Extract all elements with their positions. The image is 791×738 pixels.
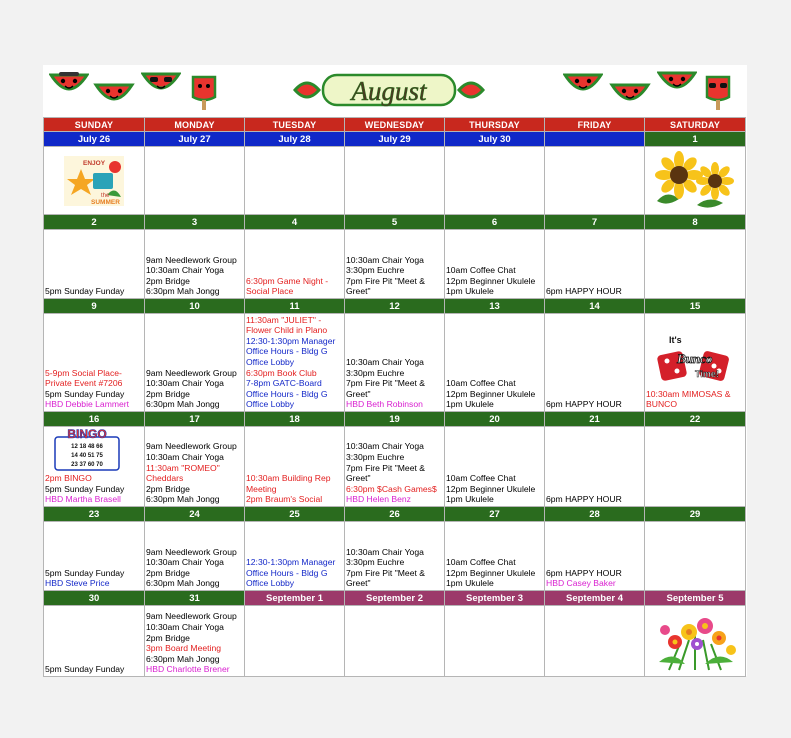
event-line: 6:30pm Mah Jongg	[146, 494, 220, 505]
event-line: 2pm Braum's Social	[246, 494, 323, 505]
day-cell	[545, 314, 645, 412]
event-list	[345, 255, 444, 298]
event-line: 5-9pm Social Place-Private Event #7206	[45, 367, 123, 389]
date-row	[44, 507, 746, 522]
event-line: 2pm Bridge	[146, 483, 190, 494]
date-label: 20	[445, 412, 545, 427]
date-label: 5	[345, 215, 445, 230]
event-line: 11:30am "ROMEO" Cheddars	[146, 462, 220, 484]
calendar-page	[43, 65, 747, 676]
day-cell	[145, 427, 245, 507]
day-cell	[145, 147, 245, 215]
event-list	[445, 378, 544, 411]
date-row	[44, 215, 746, 230]
event-list	[245, 473, 344, 506]
event-line: 2pm BINGO	[45, 473, 92, 484]
flower-bouquet-icon	[649, 610, 741, 672]
day-cell	[245, 230, 345, 299]
event-line: 1pm Ukulele	[446, 399, 494, 410]
date-label: 11	[245, 299, 345, 314]
events-row	[44, 427, 746, 507]
event-list	[245, 276, 344, 298]
event-line: 3:30pm Euchre	[346, 265, 405, 276]
event-list	[44, 568, 144, 590]
date-label: 22	[645, 412, 746, 427]
date-label: 24	[145, 507, 245, 522]
day-cell	[645, 147, 746, 215]
svg-text:12 18 48 66: 12 18 48 66	[71, 444, 103, 451]
day-cell	[145, 606, 245, 677]
svg-text:ENJOY: ENJOY	[83, 159, 106, 167]
event-line: 7-8pm GATC-Board Office Hours - Bldg G Office Lobby	[246, 378, 328, 410]
day-cell	[645, 606, 746, 677]
weekday-header-row	[44, 118, 746, 132]
event-line: 1pm Ukulele	[446, 578, 494, 589]
event-line: HBD Casey Baker	[546, 578, 616, 589]
events-row	[44, 147, 746, 215]
date-label: September 2	[345, 591, 445, 606]
svg-text:Bunco: Bunco	[677, 350, 713, 366]
weekday-saturday: SATURDAY	[645, 118, 746, 132]
watermelon-popsicle-icon	[189, 73, 219, 111]
date-label: 9	[44, 299, 145, 314]
event-list	[345, 441, 444, 506]
event-list	[545, 286, 644, 298]
day-cell	[545, 230, 645, 299]
month-title-art	[289, 69, 489, 111]
event-line: 12pm Beginner Ukulele	[446, 567, 536, 578]
day-cell	[345, 147, 445, 215]
day-cell	[645, 314, 746, 412]
event-line: 10:30am Chair Yoga	[346, 357, 424, 368]
date-label: September 1	[245, 591, 345, 606]
day-cell	[445, 147, 545, 215]
event-list	[445, 265, 544, 298]
enjoy-summer-icon	[63, 155, 125, 207]
day-cell	[445, 230, 545, 299]
event-list	[44, 664, 144, 676]
watermelon-slice-icon	[93, 79, 135, 109]
day-cell	[44, 314, 145, 412]
event-line: 12:30-1:30pm Manager Office Hours - Bldg G Office Lobby	[246, 557, 336, 589]
event-line: 6pm HAPPY HOUR	[546, 286, 622, 297]
day-cell	[345, 522, 445, 591]
event-line: 10:30am Building Rep Meeting	[246, 473, 331, 494]
svg-text:14 40 51 75: 14 40 51 75	[71, 453, 103, 460]
event-list	[545, 494, 644, 506]
watermelon-slice-icon	[49, 69, 89, 99]
date-label: September 3	[445, 591, 545, 606]
day-cell	[245, 314, 345, 412]
event-list	[645, 389, 745, 411]
date-label: 30	[44, 591, 145, 606]
date-label: 10	[145, 299, 245, 314]
event-line: 6:30pm Mah Jongg	[146, 399, 220, 410]
day-cell	[245, 606, 345, 677]
day-cell	[345, 606, 445, 677]
event-list	[44, 286, 144, 298]
date-label: September 5	[645, 591, 746, 606]
date-label: July 28	[245, 132, 345, 147]
event-line: HBD Charlotte Brener	[146, 664, 230, 675]
day-cell	[545, 427, 645, 507]
event-line: HBD Martha Brasell	[45, 494, 121, 505]
event-list	[245, 315, 344, 411]
weekday-wednesday: WEDNESDAY	[345, 118, 445, 132]
day-cell	[44, 230, 145, 299]
date-label: 17	[145, 412, 245, 427]
svg-text:23 37 60 70: 23 37 60 70	[71, 462, 103, 469]
day-cell	[445, 606, 545, 677]
event-list	[345, 357, 444, 411]
day-cell	[245, 522, 345, 591]
event-line: 12pm Beginner Ukulele	[446, 483, 536, 494]
weekday-friday: FRIDAY	[545, 118, 645, 132]
svg-text:Time!: Time!	[695, 368, 719, 379]
event-line: HBD Steve Price	[45, 578, 110, 589]
event-line: 7pm Fire Pit "Meet & Greet"	[346, 275, 425, 297]
event-line: 10:30am Chair Yoga	[146, 557, 224, 568]
date-label: July 29	[345, 132, 445, 147]
watermelon-slice-icon	[563, 69, 603, 99]
watermelon-slice-icon	[141, 68, 181, 98]
date-row	[44, 132, 746, 147]
event-line: 5pm Sunday Funday	[45, 388, 125, 399]
event-list	[145, 441, 244, 506]
event-line: 5pm Sunday Funday	[45, 664, 125, 675]
event-line: 3pm Board Meeting	[146, 643, 221, 654]
event-line: 3:30pm Euchre	[346, 557, 405, 568]
event-line: 9am Needlework Group	[146, 254, 237, 265]
event-list	[44, 473, 144, 506]
date-label: 23	[44, 507, 145, 522]
event-list	[145, 611, 244, 676]
calendar-grid	[43, 117, 746, 677]
event-line: HBD Debbie Lammert	[45, 399, 130, 410]
event-line: HBD Beth Robinson	[346, 399, 423, 410]
weekday-monday: MONDAY	[145, 118, 245, 132]
day-cell	[445, 427, 545, 507]
event-list	[545, 568, 644, 590]
date-label: July 27	[145, 132, 245, 147]
svg-text:BINGO: BINGO	[67, 427, 107, 442]
day-cell	[44, 522, 145, 591]
event-line: 11:30am "JULIET" - Flower Child in Plano	[246, 314, 328, 336]
day-cell	[245, 147, 345, 215]
event-list	[145, 368, 244, 411]
event-line: 6:30pm Mah Jongg	[146, 578, 220, 589]
event-line: 5pm Sunday Funday	[45, 286, 125, 297]
event-line: 10am Coffee Chat	[446, 265, 516, 276]
day-cell	[645, 522, 746, 591]
event-line: 7pm Fire Pit "Meet & Greet"	[346, 462, 425, 484]
date-label: 2	[44, 215, 145, 230]
svg-text:the: the	[101, 192, 110, 199]
event-line: 7pm Fire Pit "Meet & Greet"	[346, 378, 425, 399]
day-cell	[44, 427, 145, 507]
event-line: 10:30am Chair Yoga	[146, 622, 224, 633]
event-line: 10am Coffee Chat	[446, 473, 516, 484]
event-list	[145, 547, 244, 590]
day-cell	[445, 314, 545, 412]
weekday-tuesday: TUESDAY	[245, 118, 345, 132]
date-label: 25	[245, 507, 345, 522]
event-line: 5pm Sunday Funday	[45, 483, 125, 494]
date-label: 1	[645, 132, 746, 147]
date-label: 6	[445, 215, 545, 230]
day-cell	[545, 147, 645, 215]
date-label: 3	[145, 215, 245, 230]
event-line: 1pm Ukulele	[446, 286, 494, 297]
date-label: 18	[245, 412, 345, 427]
date-label: 7	[545, 215, 645, 230]
events-row	[44, 314, 746, 412]
day-cell	[545, 606, 645, 677]
day-cell	[645, 230, 746, 299]
day-cell	[44, 606, 145, 677]
event-line: 3:30pm Euchre	[346, 367, 405, 378]
event-line: 3:30pm Euchre	[346, 452, 405, 463]
event-line: 10:30am Chair Yoga	[346, 546, 424, 557]
event-line: 1pm Ukulele	[446, 494, 494, 505]
date-label: 26	[345, 507, 445, 522]
event-line: 6:30pm Game Night - Social Place	[246, 275, 329, 297]
weekday-sunday: SUNDAY	[44, 118, 145, 132]
event-line: 2pm Bridge	[146, 632, 190, 643]
event-list	[545, 399, 644, 411]
event-list	[445, 473, 544, 506]
watermelon-slice-icon	[657, 67, 697, 97]
date-label: 16	[44, 412, 145, 427]
date-label: 14	[545, 299, 645, 314]
event-line: 10:30am Chair Yoga	[146, 452, 224, 463]
event-line: 12:30-1:30pm Manager Office Hours - Bldg G Office Lobby	[246, 335, 336, 368]
day-cell	[545, 522, 645, 591]
event-line: 9am Needlework Group	[146, 367, 237, 378]
event-line: 10am Coffee Chat	[446, 557, 516, 568]
event-line: 10am Coffee Chat	[446, 378, 516, 389]
event-line: 10:30am Chair Yoga	[346, 254, 424, 265]
day-cell	[645, 427, 746, 507]
watermelon-popsicle-icon	[703, 73, 733, 111]
event-line: 6:30pm Book Club	[246, 367, 317, 378]
event-line: 7pm Fire Pit "Meet & Greet"	[346, 567, 425, 589]
date-label: 21	[545, 412, 645, 427]
event-line: 9am Needlework Group	[146, 611, 237, 622]
date-label: 31	[145, 591, 245, 606]
event-line: 9am Needlework Group	[146, 441, 237, 452]
weekday-thursday: THURSDAY	[445, 118, 545, 132]
day-cell	[44, 147, 145, 215]
event-list	[245, 557, 344, 590]
date-label: 28	[545, 507, 645, 522]
events-row	[44, 522, 746, 591]
event-list	[445, 557, 544, 590]
date-label: 19	[345, 412, 445, 427]
watermelon-slice-icon	[609, 79, 651, 109]
bunco-dice-icon	[655, 333, 735, 385]
event-line: 10:30am MIMOSAS & BUNCO	[646, 388, 731, 410]
day-cell	[445, 522, 545, 591]
date-label	[545, 132, 645, 147]
date-label: 13	[445, 299, 545, 314]
date-label: July 30	[445, 132, 545, 147]
event-line: 6:30pm Mah Jongg	[146, 653, 220, 664]
date-label: 27	[445, 507, 545, 522]
day-cell	[145, 230, 245, 299]
events-row	[44, 606, 746, 677]
event-line: 6:30pm Mah Jongg	[146, 286, 220, 297]
day-cell	[145, 314, 245, 412]
event-line: 10:30am Chair Yoga	[146, 265, 224, 276]
event-line: 6pm HAPPY HOUR	[546, 399, 622, 410]
date-label: 29	[645, 507, 746, 522]
svg-text:It's: It's	[669, 334, 682, 345]
event-line: 10:30am Chair Yoga	[346, 441, 424, 452]
event-line: 6pm HAPPY HOUR	[546, 494, 622, 505]
day-cell	[345, 314, 445, 412]
bingo-card-icon	[54, 427, 120, 471]
event-line: 12pm Beginner Ukulele	[446, 388, 536, 399]
day-cell	[345, 230, 445, 299]
day-cell	[145, 522, 245, 591]
event-line: 9am Needlework Group	[146, 546, 237, 557]
event-line: 10:30am Chair Yoga	[146, 378, 224, 389]
event-list	[345, 547, 444, 590]
date-label: September 4	[545, 591, 645, 606]
event-list	[44, 368, 144, 411]
date-row	[44, 412, 746, 427]
event-line: 2pm Bridge	[146, 388, 190, 399]
date-label: 8	[645, 215, 746, 230]
date-label: 12	[345, 299, 445, 314]
day-cell	[345, 427, 445, 507]
event-line: 2pm Bridge	[146, 567, 190, 578]
date-label: 15	[645, 299, 746, 314]
svg-text:SUMMER: SUMMER	[91, 198, 120, 206]
sunflower-icon	[647, 151, 743, 211]
date-label: 4	[245, 215, 345, 230]
event-line: 6:30pm $Cash Games$	[346, 483, 437, 494]
events-row	[44, 230, 746, 299]
event-line: 5pm Sunday Funday	[45, 567, 125, 578]
date-row	[44, 299, 746, 314]
event-list	[145, 255, 244, 298]
date-label: July 26	[44, 132, 145, 147]
event-line: 6pm HAPPY HOUR	[546, 567, 622, 578]
date-row	[44, 591, 746, 606]
month-banner	[43, 65, 747, 117]
event-line: HBD Helen Benz	[346, 494, 411, 505]
month-title: August	[351, 76, 427, 106]
day-cell	[245, 427, 345, 507]
event-line: 12pm Beginner Ukulele	[446, 275, 536, 286]
event-line: 2pm Bridge	[146, 275, 190, 286]
